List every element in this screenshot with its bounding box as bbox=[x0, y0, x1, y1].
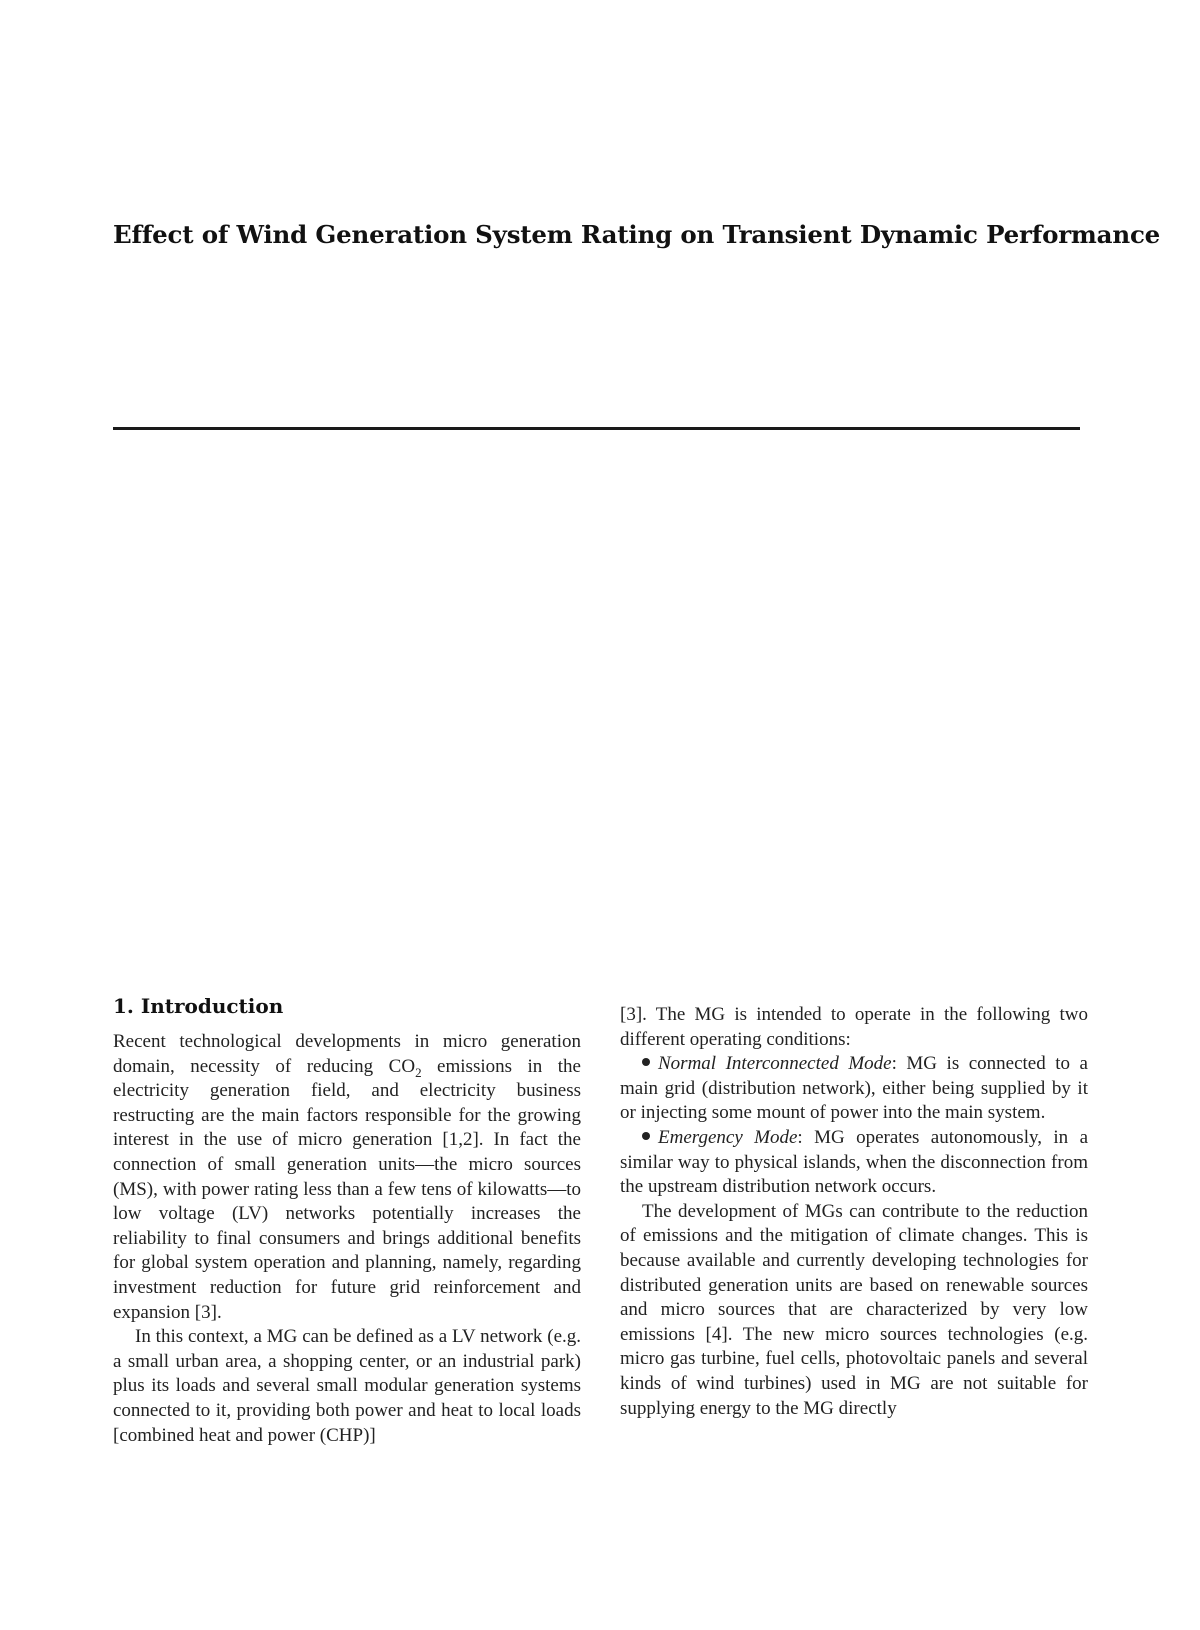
bullet-normal-mode-text: : MG is connected to a main grid (distribution network), either being supplied by it or injecting some mount of power into the main system. bbox=[620, 1053, 1088, 1124]
left-column bbox=[113, 994, 581, 1448]
intro-paragraph-1 bbox=[113, 1030, 581, 1325]
bullet-icon bbox=[642, 1058, 650, 1066]
right-column bbox=[620, 1003, 1088, 1421]
intro-paragraph-1-start: Recent technological developments in micro generation domain, necessity of reducing CO bbox=[113, 1031, 581, 1077]
bullet-icon bbox=[642, 1132, 650, 1140]
right-paragraph-2: The development of MGs can contribute to the reduction of emissions and the mitigation of climate changes. This is because available and currently developing technologies for distributed generation units are based on renewable sources and micro sources that are characterized by very low emissions [4]. The new micro sources technologies (e.g. micro gas turbine, fuel cells, photovoltaic panels and several kinds of wind turbines) used in MG are not suitable for supplying energy to the MG directly bbox=[620, 1200, 1088, 1419]
bullet-normal-mode bbox=[620, 1052, 1088, 1126]
paper-title: Effect of Wind Generation System Rating on Transient Dynamic Performance bbox=[113, 220, 1161, 249]
intro-paragraph-2: In this context, a MG can be defined as a LV network (e.g. a small urban area, a shopping center, or an industrial park) plus its loads and several small modular generation systems connected to it, providing both power and heat to local loads [combined heat and power (CHP)] bbox=[113, 1326, 581, 1446]
bullet-emergency-mode-label: Emergency Mode bbox=[658, 1126, 798, 1148]
co2-subscript: 2 bbox=[415, 1064, 422, 1080]
title-divider bbox=[113, 427, 1080, 430]
intro-paragraph-1-end: emissions in the electricity generation field, and electricity business restructing are the main factors responsible for the growing interest in the use of micro generation [1,2]. In fact the connection of small generation units—the micro sources (MS), with power rating less than a few tens of kilowatts—to low voltage (LV) networks potentially increases the reliability to final consumers and brings additional benefits for global system operation and planning, namely, regarding investment reduction for future grid reinforcement and expansion [3]. bbox=[113, 1055, 581, 1323]
right-paragraph-1: [3]. The MG is intended to operate in the following two different operating conditions: bbox=[620, 1004, 1088, 1050]
bullet-normal-mode-label: Normal Interconnected Mode bbox=[658, 1053, 892, 1075]
bullet-emergency-mode bbox=[620, 1126, 1088, 1200]
section-heading: 1. Introduction bbox=[113, 994, 284, 1018]
bullet-emergency-mode-text: : MG operates autonomously, in a similar way to physical islands, when the disconnection from the upstream distribution network occurs. bbox=[620, 1126, 1088, 1198]
